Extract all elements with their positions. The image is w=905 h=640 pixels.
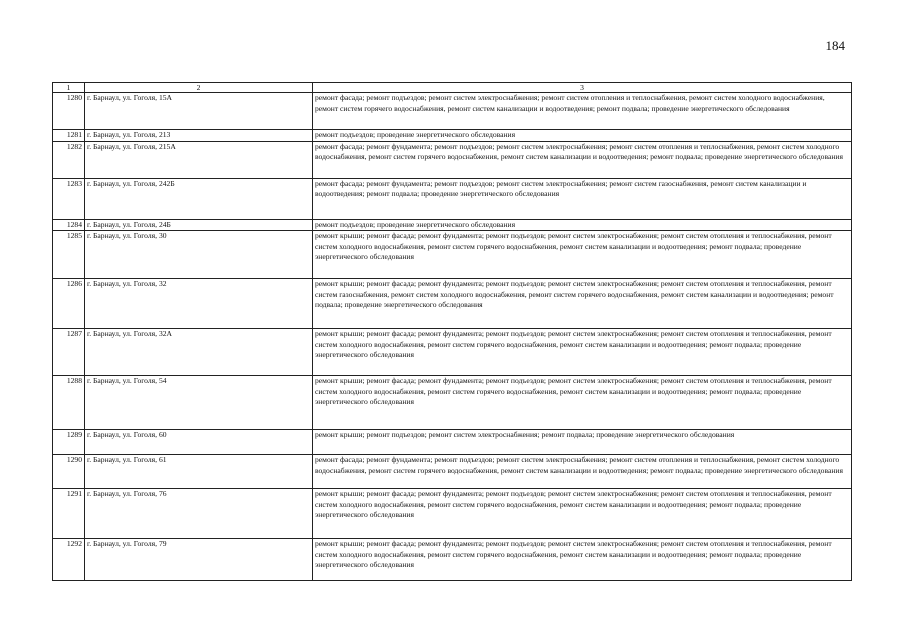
row-number: 1280 <box>53 93 85 130</box>
row-number: 1284 <box>53 219 85 231</box>
row-number: 1283 <box>53 178 85 219</box>
address-cell: г. Барнаул, ул. Гоголя, 242Б <box>85 178 313 219</box>
table-row <box>53 279 852 329</box>
row-number: 1285 <box>53 231 85 279</box>
row-number: 1282 <box>53 141 85 178</box>
table-row <box>53 539 852 581</box>
address-cell: г. Барнаул, ул. Гоголя, 30 <box>85 231 313 279</box>
table-row <box>53 130 852 142</box>
address-cell: г. Барнаул, ул. Гоголя, 32А <box>85 329 313 376</box>
works-cell: ремонт крыши; ремонт фасада; ремонт фундамента; ремонт подъездов; ремонт систем электроснабжения; ремонт систем отопления и теплоснабжения, ремонт систем холодного водоснабжения, ремонт систем горячего водоснабжения, ремонт систем канализации и водоотведения; ремонт подвала; проведение энергетического обследования <box>313 231 852 279</box>
header-row <box>53 83 852 93</box>
row-number: 1287 <box>53 329 85 376</box>
table-row <box>53 455 852 489</box>
works-cell: ремонт фасада; ремонт подъездов; ремонт систем электроснабжения; ремонт систем отопления и теплоснабжения, ремонт систем холодного водоснабжения, ремонт систем горячего водоснабжения, ремонт систем канализации и водоотведения; ремонт подвала; проведение энергетического обследования <box>313 93 852 130</box>
works-cell: ремонт крыши; ремонт фасада; ремонт фундамента; ремонт подъездов; ремонт систем электроснабжения; ремонт систем отопления и теплоснабжения, ремонт систем холодного водоснабжения, ремонт систем горячего водоснабжения, ремонт систем канализации и водоотведения; ремонт подвала; проведение энергетического обследования <box>313 329 852 376</box>
address-cell: г. Барнаул, ул. Гоголя, 24Б <box>85 219 313 231</box>
table-row <box>53 93 852 130</box>
works-cell: ремонт крыши; ремонт фасада; ремонт фундамента; ремонт подъездов; ремонт систем электроснабжения; ремонт систем отопления и теплоснабжения, ремонт систем газоснабжения, ремонт систем холодного водоснабжения, ремонт систем горячего водоснабжения, ремонт систем канализации и водоотведения; ремонт подвала; проведение энергетического обследования <box>313 279 852 329</box>
column-header: 1 <box>53 83 85 93</box>
table-row <box>53 489 852 539</box>
table-row <box>53 329 852 376</box>
column-header: 3 <box>313 83 852 93</box>
address-cell: г. Барнаул, ул. Гоголя, 54 <box>85 376 313 430</box>
row-number: 1290 <box>53 455 85 489</box>
table-row <box>53 376 852 430</box>
registry-table <box>52 82 852 581</box>
row-number: 1292 <box>53 539 85 581</box>
table-row <box>53 178 852 219</box>
row-number: 1286 <box>53 279 85 329</box>
address-cell: г. Барнаул, ул. Гоголя, 213 <box>85 130 313 142</box>
row-number: 1291 <box>53 489 85 539</box>
address-cell: г. Барнаул, ул. Гоголя, 61 <box>85 455 313 489</box>
address-cell: г. Барнаул, ул. Гоголя, 215А <box>85 141 313 178</box>
row-number: 1288 <box>53 376 85 430</box>
works-cell: ремонт крыши; ремонт фасада; ремонт фундамента; ремонт подъездов; ремонт систем электроснабжения; ремонт систем отопления и теплоснабжения, ремонт систем холодного водоснабжения, ремонт систем горячего водоснабжения, ремонт систем канализации и водоотведения; ремонт подвала; проведение энергетического обследования <box>313 376 852 430</box>
row-number: 1289 <box>53 430 85 455</box>
works-cell: ремонт крыши; ремонт подъездов; ремонт систем электроснабжения; ремонт подвала; проведение энергетического обследования <box>313 430 852 455</box>
works-cell: ремонт крыши; ремонт фасада; ремонт фундамента; ремонт подъездов; ремонт систем электроснабжения; ремонт систем отопления и теплоснабжения, ремонт систем холодного водоснабжения, ремонт систем горячего водоснабжения, ремонт систем канализации и водоотведения; ремонт подвала; проведение энергетического обследования <box>313 539 852 581</box>
works-cell: ремонт фасада; ремонт фундамента; ремонт подъездов; ремонт систем электроснабжения; ремонт систем отопления и теплоснабжения, ремонт систем холодного водоснабжения, ремонт систем горячего водоснабжения, ремонт систем канализации и водоотведения; ремонт подвала; проведение энергетического обследования <box>313 455 852 489</box>
row-number: 1281 <box>53 130 85 142</box>
page-number: 184 <box>825 38 845 53</box>
works-cell: ремонт подъездов; проведение энергетического обследования <box>313 130 852 142</box>
address-cell: г. Барнаул, ул. Гоголя, 76 <box>85 489 313 539</box>
address-cell: г. Барнаул, ул. Гоголя, 32 <box>85 279 313 329</box>
address-cell: г. Барнаул, ул. Гоголя, 15А <box>85 93 313 130</box>
column-header: 2 <box>85 83 313 93</box>
works-cell: ремонт крыши; ремонт фасада; ремонт фундамента; ремонт подъездов; ремонт систем электроснабжения; ремонт систем отопления и теплоснабжения, ремонт систем холодного водоснабжения, ремонт систем горячего водоснабжения, ремонт систем канализации и водоотведения; ремонт подвала; проведение энергетического обследования <box>313 489 852 539</box>
table-row <box>53 141 852 178</box>
address-cell: г. Барнаул, ул. Гоголя, 60 <box>85 430 313 455</box>
address-cell: г. Барнаул, ул. Гоголя, 79 <box>85 539 313 581</box>
works-cell: ремонт подъездов; проведение энергетического обследования <box>313 219 852 231</box>
table-row <box>53 231 852 279</box>
works-cell: ремонт фасада; ремонт фундамента; ремонт подъездов; ремонт систем электроснабжения; ремонт систем газоснабжения, ремонт систем канализации и водоотведения; ремонт подвала; проведение энергетического обследования <box>313 178 852 219</box>
works-cell: ремонт фасада; ремонт фундамента; ремонт подъездов; ремонт систем электроснабжения; ремонт систем отопления и теплоснабжения, ремонт систем холодного водоснабжения, ремонт систем горячего водоснабжения, ремонт систем канализации и водоотведения; ремонт подвала; проведение энергетического обследования <box>313 141 852 178</box>
table-row <box>53 430 852 455</box>
table-row <box>53 219 852 231</box>
